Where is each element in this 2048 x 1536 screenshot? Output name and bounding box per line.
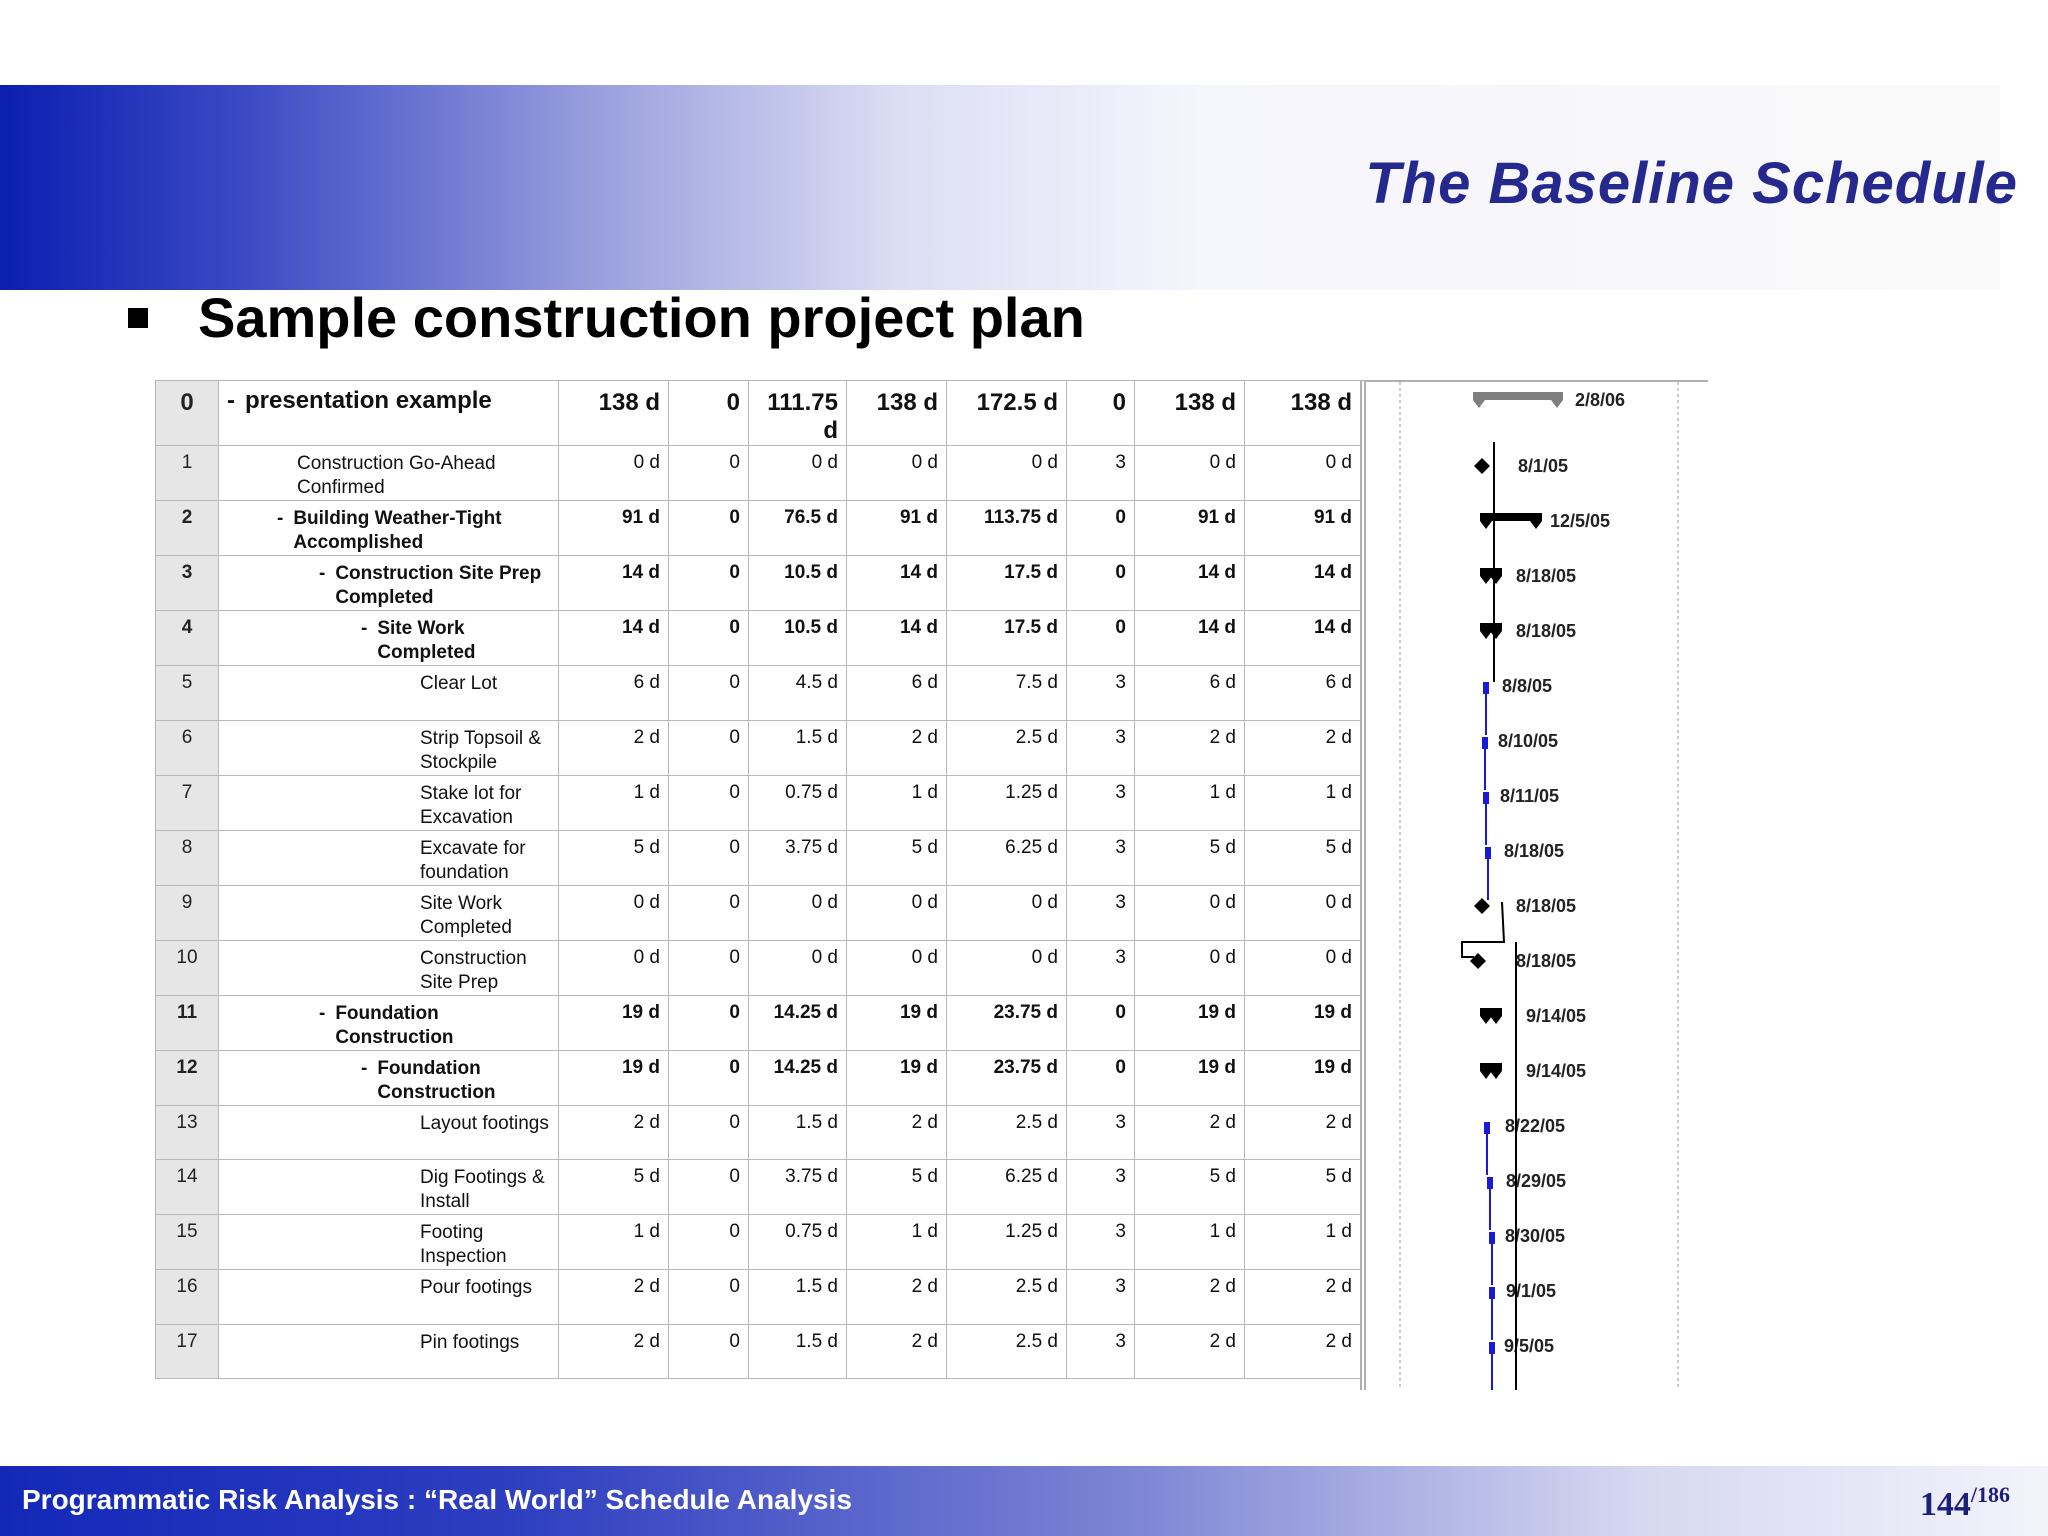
value-cell: 0 xyxy=(669,666,749,721)
value-cell: 0 d xyxy=(1135,940,1245,995)
task-name: Excavate for foundation xyxy=(420,837,526,883)
task-name-cell xyxy=(219,1270,559,1325)
value-cell: 10.5 d xyxy=(749,611,847,666)
table-row[interactable] xyxy=(156,885,1361,940)
task-name: Foundation Construction xyxy=(335,1002,454,1048)
task-name: Foundation Construction xyxy=(377,1057,496,1103)
collapse-toggle-icon[interactable]: - xyxy=(319,563,326,584)
value-cell: 0 xyxy=(1067,381,1135,446)
schedule-table-panel xyxy=(155,380,1360,1390)
gantt-date-label: 2/8/06 xyxy=(1575,390,1626,410)
value-cell: 2 d xyxy=(1245,1270,1361,1325)
task-name-cell xyxy=(219,1160,559,1215)
gantt-date-label: 8/8/05 xyxy=(1502,676,1553,696)
value-cell: 1 d xyxy=(559,775,669,830)
gantt-date-label: 8/18/05 xyxy=(1504,841,1565,861)
value-cell: 19 d xyxy=(847,995,947,1050)
table-row[interactable] xyxy=(156,446,1361,501)
row-id: 4 xyxy=(156,611,219,666)
value-cell: 2 d xyxy=(847,720,947,775)
value-cell: 6 d xyxy=(847,666,947,721)
value-cell: 2 d xyxy=(1245,1105,1361,1160)
value-cell: 1.5 d xyxy=(749,1105,847,1160)
table-row[interactable] xyxy=(156,1105,1361,1160)
value-cell: 14 d xyxy=(559,611,669,666)
summary-bar xyxy=(1480,1008,1502,1024)
row-id: 9 xyxy=(156,885,219,940)
table-row[interactable] xyxy=(156,830,1361,885)
milestone-diamond xyxy=(1474,458,1490,474)
row-id: 1 xyxy=(156,446,219,501)
value-cell: 2 d xyxy=(1135,1324,1245,1379)
value-cell: 5 d xyxy=(559,830,669,885)
value-cell: 6 d xyxy=(1135,666,1245,721)
value-cell: 19 d xyxy=(1135,995,1245,1050)
value-cell: 1 d xyxy=(1135,1215,1245,1270)
value-cell: 0 xyxy=(1067,1050,1135,1105)
task-bar xyxy=(1484,1122,1490,1134)
task-name-cell xyxy=(219,995,559,1050)
value-cell: 138 d xyxy=(1245,381,1361,446)
value-cell: 0 xyxy=(1067,995,1135,1050)
value-cell: 0 xyxy=(669,940,749,995)
value-cell: 14 d xyxy=(1135,611,1245,666)
value-cell: 0 d xyxy=(1245,885,1361,940)
value-cell: 3.75 d xyxy=(749,1160,847,1215)
row-id: 2 xyxy=(156,501,219,556)
value-cell: 0 d xyxy=(559,446,669,501)
bullet-item xyxy=(128,285,1085,350)
summary-bar xyxy=(1480,513,1542,529)
value-cell: 6.25 d xyxy=(947,1160,1067,1215)
task-name-cell xyxy=(219,1215,559,1270)
value-cell: 0 d xyxy=(1245,940,1361,995)
value-cell: 2.5 d xyxy=(947,1270,1067,1325)
task-name-cell xyxy=(219,1324,559,1379)
task-name-cell xyxy=(219,885,559,940)
summary-bar xyxy=(1473,392,1563,408)
task-bar xyxy=(1483,682,1489,694)
value-cell: 0.75 d xyxy=(749,1215,847,1270)
gantt-date-label: 8/29/05 xyxy=(1506,1171,1567,1191)
page-total: /186 xyxy=(1970,1482,2010,1507)
value-cell: 0 d xyxy=(1245,446,1361,501)
value-cell: 0 xyxy=(669,720,749,775)
value-cell: 5 d xyxy=(1135,830,1245,885)
value-cell: 0 xyxy=(669,885,749,940)
table-row[interactable] xyxy=(156,1160,1361,1215)
summary-bar xyxy=(1480,568,1502,584)
value-cell: 0 d xyxy=(847,446,947,501)
value-cell: 91 d xyxy=(847,501,947,556)
task-bar xyxy=(1483,792,1489,804)
value-cell: 14 d xyxy=(559,556,669,611)
row-id: 10 xyxy=(156,940,219,995)
value-cell: 2 d xyxy=(559,1324,669,1379)
value-cell: 0 d xyxy=(749,446,847,501)
value-cell: 3 xyxy=(1067,1105,1135,1160)
value-cell: 5 d xyxy=(1245,1160,1361,1215)
value-cell: 1.25 d xyxy=(947,775,1067,830)
value-cell: 3 xyxy=(1067,1215,1135,1270)
table-row[interactable] xyxy=(156,611,1361,666)
value-cell: 10.5 d xyxy=(749,556,847,611)
value-cell: 2.5 d xyxy=(947,1105,1067,1160)
task-name: Construction Site Prep Completed xyxy=(335,563,542,608)
row-id: 7 xyxy=(156,775,219,830)
value-cell: 0 xyxy=(669,1270,749,1325)
table-row[interactable] xyxy=(156,1324,1361,1379)
value-cell: 14 d xyxy=(1245,611,1361,666)
value-cell: 2 d xyxy=(1245,720,1361,775)
table-row[interactable] xyxy=(156,940,1361,995)
task-name: Building Weather-Tight Accomplished xyxy=(293,508,502,553)
value-cell: 3 xyxy=(1067,1160,1135,1215)
task-name-cell xyxy=(219,1105,559,1160)
value-cell: 2 d xyxy=(847,1270,947,1325)
value-cell: 2.5 d xyxy=(947,720,1067,775)
value-cell: 3.75 d xyxy=(749,830,847,885)
value-cell: 2 d xyxy=(847,1324,947,1379)
task-bar xyxy=(1489,1232,1495,1244)
task-name: Construction Site Prep xyxy=(420,947,527,993)
gantt-date-label: 8/1/05 xyxy=(1518,456,1569,476)
value-cell: 5 d xyxy=(847,830,947,885)
value-cell: 1.5 d xyxy=(749,1324,847,1379)
value-cell: 1 d xyxy=(559,1215,669,1270)
value-cell: 17.5 d xyxy=(947,611,1067,666)
task-name: Pour footings xyxy=(420,1277,532,1298)
bullet-text: Sample construction project plan xyxy=(198,286,1085,349)
value-cell: 91 d xyxy=(559,501,669,556)
value-cell: 5 d xyxy=(847,1160,947,1215)
task-name: Stake lot for Excavation xyxy=(420,782,522,828)
value-cell: 111.75 d xyxy=(749,381,847,446)
value-cell: 19 d xyxy=(1135,1050,1245,1105)
value-cell: 1 d xyxy=(847,1215,947,1270)
value-cell: 14 d xyxy=(847,611,947,666)
gantt-date-label: 8/18/05 xyxy=(1516,621,1577,641)
value-cell: 6 d xyxy=(1245,666,1361,721)
row-id: 15 xyxy=(156,1215,219,1270)
value-cell: 4.5 d xyxy=(749,666,847,721)
value-cell: 1.25 d xyxy=(947,1215,1067,1270)
value-cell: 2 d xyxy=(559,720,669,775)
value-cell: 76.5 d xyxy=(749,501,847,556)
gantt-date-label: 8/18/05 xyxy=(1516,566,1577,586)
task-name: Strip Topsoil & Stockpile xyxy=(420,727,542,773)
task-name-cell xyxy=(219,830,559,885)
table-row[interactable] xyxy=(156,501,1361,556)
value-cell: 19 d xyxy=(847,1050,947,1105)
table-row[interactable] xyxy=(156,720,1361,775)
value-cell: 7.5 d xyxy=(947,666,1067,721)
value-cell: 3 xyxy=(1067,775,1135,830)
gantt-date-label: 9/1/05 xyxy=(1506,1281,1557,1301)
row-id: 11 xyxy=(156,995,219,1050)
value-cell: 2.5 d xyxy=(947,1324,1067,1379)
task-bar xyxy=(1482,737,1488,749)
task-name: Site Work Completed xyxy=(420,892,512,938)
value-cell: 0 xyxy=(669,611,749,666)
value-cell: 19 d xyxy=(1245,995,1361,1050)
value-cell: 0 d xyxy=(847,940,947,995)
value-cell: 0 d xyxy=(947,940,1067,995)
row-id: 5 xyxy=(156,666,219,721)
value-cell: 14 d xyxy=(847,556,947,611)
value-cell: 91 d xyxy=(1245,501,1361,556)
value-cell: 3 xyxy=(1067,1324,1135,1379)
value-cell: 0 d xyxy=(749,940,847,995)
table-row[interactable] xyxy=(156,556,1361,611)
value-cell: 0 d xyxy=(847,885,947,940)
value-cell: 3 xyxy=(1067,1270,1135,1325)
value-cell: 0 xyxy=(669,1324,749,1379)
value-cell: 2 d xyxy=(559,1105,669,1160)
value-cell: 0 xyxy=(669,1160,749,1215)
value-cell: 172.5 d xyxy=(947,381,1067,446)
table-row[interactable] xyxy=(156,1270,1361,1325)
gantt-chart xyxy=(1360,380,1708,1390)
task-bar xyxy=(1487,1177,1493,1189)
value-cell: 0.75 d xyxy=(749,775,847,830)
task-name: presentation example xyxy=(245,387,492,414)
table-row[interactable] xyxy=(156,1215,1361,1270)
task-name: Dig Footings & Install xyxy=(420,1167,545,1212)
collapse-toggle-icon[interactable]: - xyxy=(361,1057,368,1079)
task-bar xyxy=(1489,1287,1495,1299)
value-cell: 0 xyxy=(669,556,749,611)
collapse-toggle-icon[interactable]: - xyxy=(319,1002,326,1024)
value-cell: 23.75 d xyxy=(947,995,1067,1050)
value-cell: 0 d xyxy=(1135,446,1245,501)
footer-bar xyxy=(0,1466,2048,1536)
value-cell: 14.25 d xyxy=(749,1050,847,1105)
task-name-cell xyxy=(219,381,559,446)
task-name-cell xyxy=(219,611,559,666)
gantt-date-label: 8/30/05 xyxy=(1505,1226,1566,1246)
value-cell: 6.25 d xyxy=(947,830,1067,885)
gantt-date-label: 8/18/05 xyxy=(1516,951,1577,971)
value-cell: 0 xyxy=(669,381,749,446)
value-cell: 1 d xyxy=(1245,775,1361,830)
task-name-cell xyxy=(219,556,559,611)
value-cell: 0 xyxy=(669,830,749,885)
table-row[interactable] xyxy=(156,1050,1361,1105)
value-cell: 17.5 d xyxy=(947,556,1067,611)
value-cell: 0 xyxy=(669,1105,749,1160)
gantt-date-label: 9/14/05 xyxy=(1526,1006,1587,1026)
task-name-cell xyxy=(219,775,559,830)
table-row[interactable] xyxy=(156,381,1361,446)
row-id: 3 xyxy=(156,556,219,611)
value-cell: 19 d xyxy=(559,1050,669,1105)
value-cell: 0 xyxy=(669,995,749,1050)
task-name-cell xyxy=(219,940,559,995)
page-current: 144 xyxy=(1919,1486,1971,1523)
value-cell: 23.75 d xyxy=(947,1050,1067,1105)
value-cell: 0 d xyxy=(947,446,1067,501)
value-cell: 0 xyxy=(669,1050,749,1105)
value-cell: 2 d xyxy=(1135,1270,1245,1325)
value-cell: 3 xyxy=(1067,885,1135,940)
value-cell: 5 d xyxy=(1245,830,1361,885)
value-cell: 14.25 d xyxy=(749,995,847,1050)
value-cell: 2 d xyxy=(559,1270,669,1325)
value-cell: 0 xyxy=(1067,556,1135,611)
row-id: 6 xyxy=(156,720,219,775)
value-cell: 1 d xyxy=(1135,775,1245,830)
value-cell: 14 d xyxy=(1245,556,1361,611)
value-cell: 0 d xyxy=(947,885,1067,940)
value-cell: 3 xyxy=(1067,940,1135,995)
task-name: Construction Go-Ahead Confirmed xyxy=(297,453,496,498)
value-cell: 5 d xyxy=(1135,1160,1245,1215)
value-cell: 2 d xyxy=(1135,720,1245,775)
task-name: Layout footings xyxy=(420,1112,549,1134)
value-cell: 14 d xyxy=(1135,556,1245,611)
collapse-toggle-icon[interactable]: - xyxy=(361,618,368,639)
task-bar xyxy=(1489,1342,1495,1354)
table-row[interactable] xyxy=(156,666,1361,721)
task-name: Footing Inspection xyxy=(420,1222,507,1267)
task-name-cell xyxy=(219,720,559,775)
value-cell: 138 d xyxy=(847,381,947,446)
task-name-cell xyxy=(219,446,559,501)
value-cell: 0 xyxy=(669,1215,749,1270)
summary-bar xyxy=(1480,623,1502,639)
value-cell: 2 d xyxy=(1135,1105,1245,1160)
value-cell: 0 d xyxy=(749,885,847,940)
value-cell: 1 d xyxy=(847,775,947,830)
milestone-diamond xyxy=(1470,953,1486,969)
schedule-table xyxy=(155,380,1361,1379)
value-cell: 0 xyxy=(1067,501,1135,556)
table-row[interactable] xyxy=(156,995,1361,1050)
gantt-date-label: 8/22/05 xyxy=(1505,1116,1566,1136)
milestone-diamond xyxy=(1474,898,1490,914)
collapse-toggle-icon[interactable]: - xyxy=(277,508,284,529)
task-name-cell xyxy=(219,1050,559,1105)
value-cell: 3 xyxy=(1067,720,1135,775)
task-name-cell xyxy=(219,666,559,721)
gantt-svg xyxy=(1366,382,1708,1390)
value-cell: 91 d xyxy=(1135,501,1245,556)
value-cell: 6 d xyxy=(559,666,669,721)
value-cell: 0 d xyxy=(559,940,669,995)
row-id: 17 xyxy=(156,1324,219,1379)
value-cell: 5 d xyxy=(559,1160,669,1215)
value-cell: 138 d xyxy=(559,381,669,446)
gantt-date-label: 9/14/05 xyxy=(1526,1061,1587,1081)
row-id: 0 xyxy=(156,381,219,446)
table-row[interactable] xyxy=(156,775,1361,830)
value-cell: 0 xyxy=(669,775,749,830)
value-cell: 0 d xyxy=(1135,885,1245,940)
slide-title: The Baseline Schedule xyxy=(1365,151,2018,216)
value-cell: 1.5 d xyxy=(749,1270,847,1325)
footer-text: Programmatic Risk Analysis : “Real World” Schedule Analysis xyxy=(22,1484,852,1515)
value-cell: 3 xyxy=(1067,666,1135,721)
value-cell: 0 xyxy=(669,446,749,501)
summary-bar xyxy=(1480,1063,1502,1079)
gantt-date-label: 8/11/05 xyxy=(1500,786,1560,806)
row-id: 14 xyxy=(156,1160,219,1215)
value-cell: 1 d xyxy=(1245,1215,1361,1270)
gantt-date-label: 12/5/05 xyxy=(1550,511,1611,531)
task-name: Clear Lot xyxy=(420,673,498,694)
row-id: 13 xyxy=(156,1105,219,1160)
value-cell: 3 xyxy=(1067,830,1135,885)
gantt-date-label: 8/18/05 xyxy=(1516,896,1577,916)
row-id: 16 xyxy=(156,1270,219,1325)
value-cell: 113.75 d xyxy=(947,501,1067,556)
value-cell: 3 xyxy=(1067,446,1135,501)
value-cell: 1.5 d xyxy=(749,720,847,775)
task-bar xyxy=(1485,847,1491,859)
row-id: 12 xyxy=(156,1050,219,1105)
value-cell: 2 d xyxy=(1245,1324,1361,1379)
page-number xyxy=(1919,1482,2010,1524)
square-bullet-icon xyxy=(128,308,148,328)
value-cell: 19 d xyxy=(559,995,669,1050)
task-name: Pin footings xyxy=(420,1331,520,1353)
value-cell: 138 d xyxy=(1135,381,1245,446)
value-cell: 0 d xyxy=(559,885,669,940)
gantt-date-label: 8/10/05 xyxy=(1498,731,1559,751)
row-id: 8 xyxy=(156,830,219,885)
task-name: Site Work Completed xyxy=(377,618,476,663)
gantt-date-label: 9/5/05 xyxy=(1504,1336,1555,1356)
value-cell: 19 d xyxy=(1245,1050,1361,1105)
value-cell: 0 xyxy=(669,501,749,556)
collapse-toggle-icon[interactable]: - xyxy=(227,387,235,414)
value-cell: 0 xyxy=(1067,611,1135,666)
task-name-cell xyxy=(219,501,559,556)
value-cell: 2 d xyxy=(847,1105,947,1160)
